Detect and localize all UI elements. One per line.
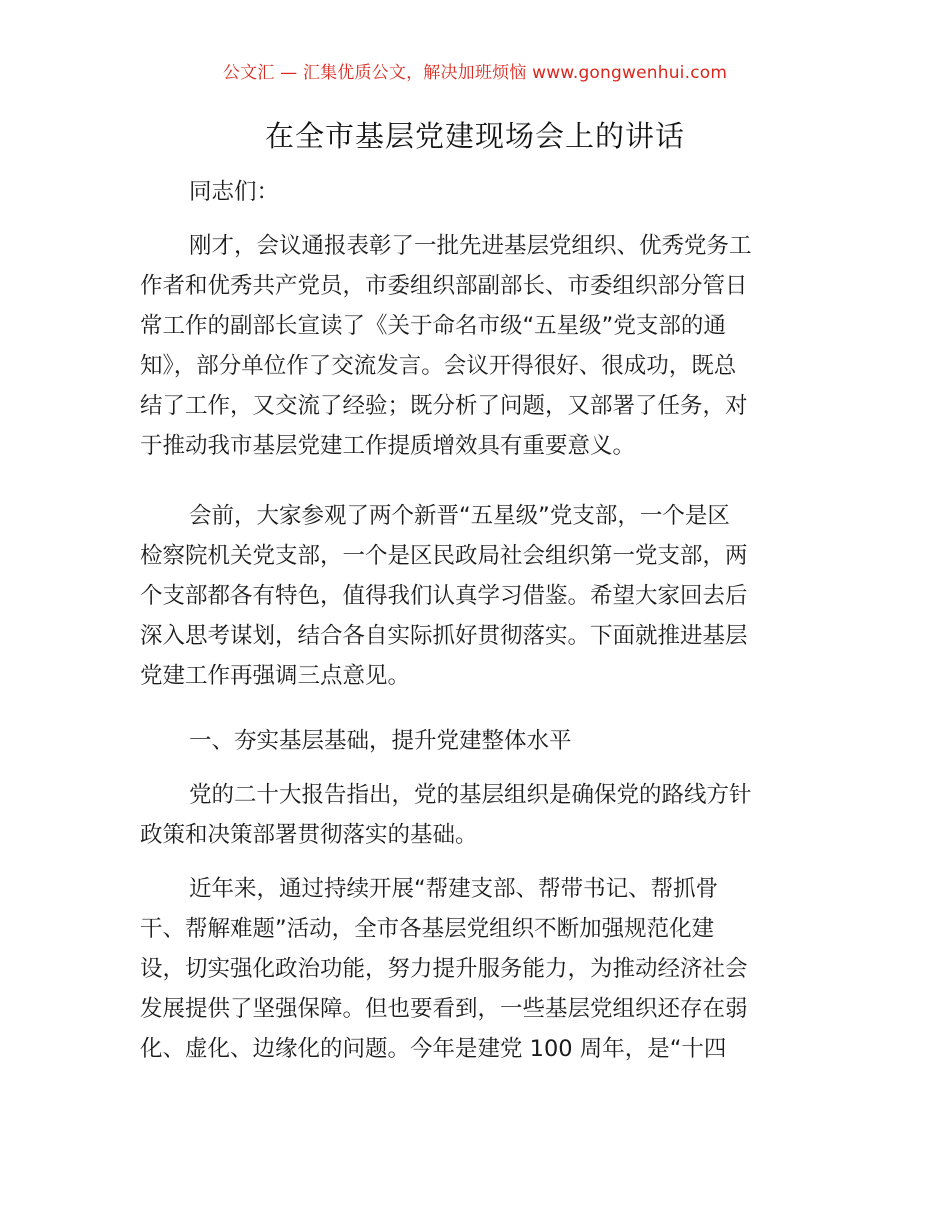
text-line: 会前，大家参观了两个新晋“五星级”党支部，一个是区 — [189, 503, 730, 529]
text-line: 结了工作，又交流了经验；既分析了问题，又部署了任务，对 — [140, 393, 748, 419]
text-line: 党建工作再强调三点意见。 — [140, 663, 411, 689]
text-line: 作者和优秀共产党员，市委组织部副部长、市委组织部分管日 — [140, 273, 748, 299]
text-line: 发展提供了坚强保障。但也要看到，一些基层党组织还存在弱 — [140, 996, 748, 1022]
paragraph-recent-years — [140, 869, 812, 1069]
text-line: 刚才，会议通报表彰了一批先进基层党组织、优秀党务工 — [189, 233, 752, 259]
text-line: 深入思考谋划，结合各自实际抓好贯彻落实。下面就推进基层 — [140, 623, 748, 649]
text-line: 个支部都各有特色，值得我们认真学习借鉴。希望大家回去后 — [140, 583, 748, 609]
text-line: 干、帮解难题”活动，全市各基层党组织不断加强规范化建 — [140, 916, 715, 942]
section-heading — [140, 721, 812, 761]
salutation: 同志们： — [189, 179, 280, 205]
text-line: 检察院机关党支部，一个是区民政局社会组织第一党支部，两 — [140, 543, 748, 569]
text-line: 常工作的副部长宣读了《关于命名市级“五星级”党支部的通 — [140, 313, 726, 339]
page-title: 在全市基层党建现场会上的讲话 — [264, 119, 685, 153]
text-line: 设，切实强化政治功能，努力提升服务能力，为推动经济社会 — [140, 956, 748, 982]
watermark-header: 公文汇 — 汇集优质公文，解决加班烦恼 www.gongwenhui.com — [222, 63, 728, 83]
text-line: 近年来，通过持续开展“帮建支部、帮带书记、帮抓骨 — [189, 876, 719, 902]
text-line: 化、虚化、边缘化的问题。今年是建党 100 周年，是“十四 — [140, 1036, 727, 1062]
heading-line: 一、夯实基层基础，提升党建整体水平 — [189, 728, 572, 754]
paragraph-report — [140, 775, 812, 855]
text-line: 党的二十大报告指出，党的基层组织是确保党的路线方针 — [189, 782, 752, 808]
paragraph-visit — [140, 496, 812, 696]
text-line: 于推动我市基层党建工作提质增效具有重要意义。 — [140, 433, 636, 459]
paragraph-opening — [140, 226, 812, 466]
text-line: 知》，部分单位作了交流发言。会议开得很好、很成功，既总 — [140, 353, 737, 379]
text-line: 政策和决策部署贯彻落实的基础。 — [140, 822, 478, 848]
